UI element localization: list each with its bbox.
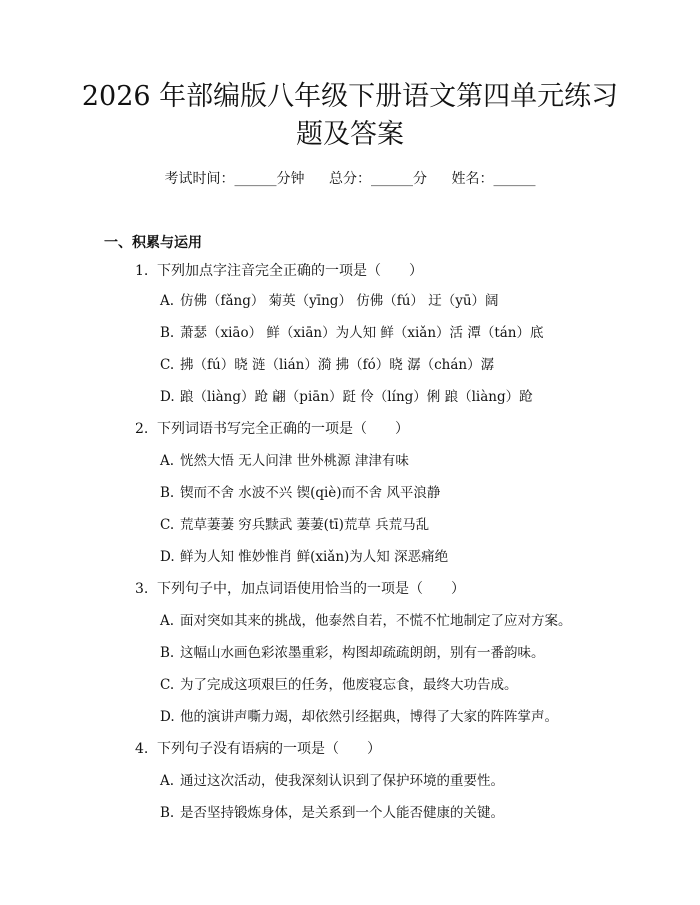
option-letter: C. (160, 517, 175, 533)
question-3-option-d (160, 708, 558, 726)
option-text: 他的演讲声嘶力竭，却依然引经据典，博得了大家的阵阵掌声。 (180, 709, 558, 725)
question-2-option-a (160, 452, 409, 470)
question-4-option-a (160, 772, 504, 790)
option-text: 荒草萋萋 穷兵黩武 萋萋(tī)荒草 兵荒马乱 (180, 517, 430, 533)
option-text: 通过这次活动，使我深刻认识到了保护环境的重要性。 (180, 773, 504, 789)
question-number: 1. (135, 263, 149, 279)
option-letter: A. (160, 773, 175, 789)
option-letter: C. (160, 357, 175, 373)
option-letter: D. (160, 389, 175, 405)
option-letter: B. (160, 805, 175, 821)
option-text: 这幅山水画色彩浓墨重彩，构图却疏疏朗朗，别有一番韵味。 (180, 645, 545, 661)
question-text: 下列加点字注音完全正确的一项是（ ） (157, 263, 423, 279)
question-number: 4. (135, 741, 149, 757)
option-text: 萧瑟（xiāo） 鲜（xiān）为人知 鲜（xiǎn）活 潭（tán）底 (180, 325, 544, 341)
exam-time-field: 考试时间：______分钟 (164, 171, 305, 187)
question-1-option-d (160, 388, 533, 406)
question-number: 3. (135, 581, 149, 597)
question-1-option-a (160, 292, 499, 310)
exam-meta (0, 170, 700, 188)
question-text: 下列词语书写完全正确的一项是（ ） (157, 421, 409, 437)
option-letter: A. (160, 293, 175, 309)
option-text: 恍然大悟 无人问津 世外桃源 津津有味 (180, 453, 409, 469)
title-line-2: 题及答案 (296, 119, 404, 150)
option-letter: B. (160, 325, 175, 341)
option-letter: B. (160, 485, 175, 501)
question-3-option-a (160, 612, 572, 630)
section-title: 一、积累与运用 (104, 235, 202, 251)
option-text: 鲜为人知 惟妙惟肖 鲜(xiǎn)为人知 深恶痛绝 (180, 549, 449, 565)
question-2-option-b (160, 484, 440, 502)
option-text: 踉（liàng）跄 翩（piān）跹 伶（líng）俐 踉（liàng）跄 (180, 389, 533, 405)
option-letter: D. (160, 549, 175, 565)
question-number: 2. (135, 421, 149, 437)
option-text: 锲而不舍 水波不兴 锲(qiè)而不舍 风平浪静 (180, 485, 441, 501)
question-1 (135, 262, 423, 280)
question-3-option-b (160, 644, 545, 662)
option-letter: B. (160, 645, 175, 661)
option-text: 仿佛（fǎng） 菊英（yīng） 仿佛（fú） 迂（yū）阔 (180, 293, 499, 309)
option-text: 拂（fú）晓 涟（lián）漪 拂（fó）晓 潺（chán）潺 (180, 357, 495, 373)
question-2 (135, 420, 409, 438)
option-letter: C. (160, 677, 175, 693)
question-1-option-c (160, 356, 494, 374)
question-4 (135, 740, 381, 758)
question-1-option-b (160, 324, 544, 342)
total-score-field: 总分：______分 (329, 171, 427, 187)
option-letter: A. (160, 613, 175, 629)
student-name-field: 姓名：______ (451, 171, 536, 187)
question-2-option-c (160, 516, 429, 534)
title-line-1: 2026 年部编版八年级下册语文第四单元练习 (81, 81, 619, 112)
question-text: 下列句子中，加点词语使用恰当的一项是（ ） (157, 581, 465, 597)
document-title (60, 78, 640, 154)
question-4-option-b (160, 804, 504, 822)
option-text: 为了完成这项艰巨的任务，他废寝忘食，最终大功告成。 (180, 677, 518, 693)
question-text: 下列句子没有语病的一项是（ ） (157, 741, 381, 757)
question-2-option-d (160, 548, 448, 566)
question-3-option-c (160, 676, 518, 694)
option-letter: A. (160, 453, 175, 469)
question-3 (135, 580, 465, 598)
option-text: 是否坚持锻炼身体，是关系到一个人能否健康的关键。 (180, 805, 504, 821)
option-text: 面对突如其来的挑战，他泰然自若，不慌不忙地制定了应对方案。 (180, 613, 572, 629)
option-letter: D. (160, 709, 175, 725)
